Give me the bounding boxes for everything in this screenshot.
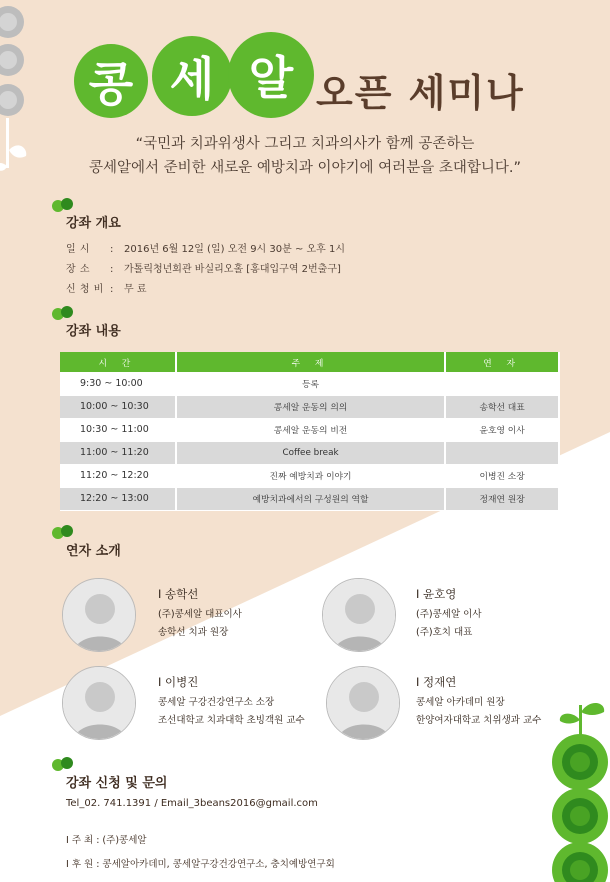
- schedule-header-time: 시 간: [60, 352, 176, 372]
- overview-row-fee: [66, 280, 147, 295]
- table-row: [60, 441, 559, 464]
- schedule-speaker: 송학선 대표: [445, 395, 559, 418]
- table-row: [60, 372, 559, 395]
- apply-title: 강좌 신청 및 문의: [66, 776, 168, 791]
- overview-date-value: 2016년 6월 12일 (일) 오전 9시 30분 ~ 오후 1시: [124, 244, 346, 255]
- schedule-speaker: [445, 441, 559, 464]
- portrait-placeholder-icon: [63, 579, 136, 652]
- contact-info: Tel_02. 741.1391 / Email_3beans2016@gmail.com: [66, 798, 318, 809]
- overview-title: 강좌 개요: [66, 216, 121, 231]
- schedule-table: [60, 352, 560, 511]
- schedule-speaker: 정재연 원장: [445, 487, 559, 510]
- overview-fee-label: 신 청 비: [66, 284, 104, 295]
- schedule-topic: 콩세알 운동의 비전: [176, 418, 445, 441]
- section-bullet-icon: [52, 197, 74, 213]
- speakers-title: 연자 소개: [66, 544, 121, 559]
- schedule-topic: 진짜 예방치과 이야기: [176, 464, 445, 487]
- schedule-topic: 예방치과에서의 구성원의 역할: [176, 487, 445, 510]
- portrait-placeholder-icon: [63, 667, 136, 740]
- overview-place-value: 가톨릭청년회관 바실리오홀 [홍대입구역 2번출구]: [124, 264, 341, 275]
- overview-place-label: 장 소: [66, 264, 90, 275]
- overview-fee-value: 무 료: [124, 284, 147, 295]
- table-row: [60, 395, 559, 418]
- speaker-role: 조선대학교 치과대학 초빙객원 교수: [158, 715, 305, 726]
- avatar: [326, 666, 400, 740]
- intro-line-2: 콩세알에서 준비한 새로운 예방치과 이야기에 여러분을 초대합니다.”: [89, 160, 521, 176]
- schedule-speaker: 윤호영 이사: [445, 418, 559, 441]
- schedule-header-row: [60, 352, 559, 372]
- speaker-role: 콩세알 아카데미 원장: [416, 697, 505, 708]
- overview-date-sep: :: [110, 244, 114, 255]
- speaker-role: (주)콩세알 대표이사: [158, 609, 242, 620]
- overview-row-place: [66, 260, 341, 275]
- schedule-time: 10:30 ~ 11:00: [60, 418, 176, 441]
- portrait-placeholder-icon: [327, 667, 400, 740]
- speaker-name: I 정재연: [416, 675, 457, 689]
- speaker-role: (주)호치 대표: [416, 627, 473, 638]
- overview-place-sep: :: [110, 264, 114, 275]
- speaker-role: (주)콩세알 이사: [416, 609, 482, 620]
- schedule-topic: 콩세알 운동의 의의: [176, 395, 445, 418]
- sponsor-line: I 후 원 : 콩세알아카데미, 콩세알구강건강연구소, 충치예방연구회: [66, 859, 335, 870]
- speaker-name: I 윤호영: [416, 587, 457, 601]
- table-row: [60, 487, 559, 510]
- schedule-time: 12:20 ~ 13:00: [60, 487, 176, 510]
- avatar: [62, 666, 136, 740]
- section-bullet-icon: [52, 524, 74, 540]
- title-syllable-1: 콩: [74, 44, 148, 118]
- title-subtitle: 오픈 세미나: [316, 71, 525, 115]
- overview-date-label: 일 시: [66, 244, 90, 255]
- schedule-time: 11:00 ~ 11:20: [60, 441, 176, 464]
- schedule-topic: Coffee break: [176, 441, 445, 464]
- speaker-name: I 송학선: [158, 587, 199, 601]
- speaker-name: I 이병진: [158, 675, 199, 689]
- overview-row-date: [66, 240, 345, 255]
- avatar: [322, 578, 396, 652]
- title-syllable-2: 세: [152, 36, 232, 116]
- portrait-placeholder-icon: [323, 579, 396, 652]
- title-syllable-3: 알: [228, 32, 314, 118]
- schedule-speaker: [445, 372, 559, 395]
- avatar: [62, 578, 136, 652]
- table-row: [60, 464, 559, 487]
- section-bullet-icon: [52, 305, 74, 321]
- speaker-role: 콩세알 구강건강연구소 소장: [158, 697, 275, 708]
- table-row: [60, 418, 559, 441]
- overview-fee-sep: :: [110, 284, 114, 295]
- schedule-time: 10:00 ~ 10:30: [60, 395, 176, 418]
- schedule-topic: 등록: [176, 372, 445, 395]
- speaker-role: 한양여자대학교 치위생과 교수: [416, 715, 542, 726]
- schedule-time: 11:20 ~ 12:20: [60, 464, 176, 487]
- schedule-speaker: 이병진 소장: [445, 464, 559, 487]
- schedule-time: 9:30 ~ 10:00: [60, 372, 176, 395]
- speaker-role: 송학선 치과 원장: [158, 627, 229, 638]
- host-line: I 주 최 : (주)콩세알: [66, 835, 147, 846]
- intro-line-1: “국민과 치과위생사 그리고 치과의사가 함께 공존하는: [135, 136, 475, 152]
- schedule-header-speaker: 연 자: [445, 352, 559, 372]
- section-bullet-icon: [52, 756, 74, 772]
- content-title: 강좌 내용: [66, 324, 121, 339]
- schedule-header-topic: 주 제: [176, 352, 445, 372]
